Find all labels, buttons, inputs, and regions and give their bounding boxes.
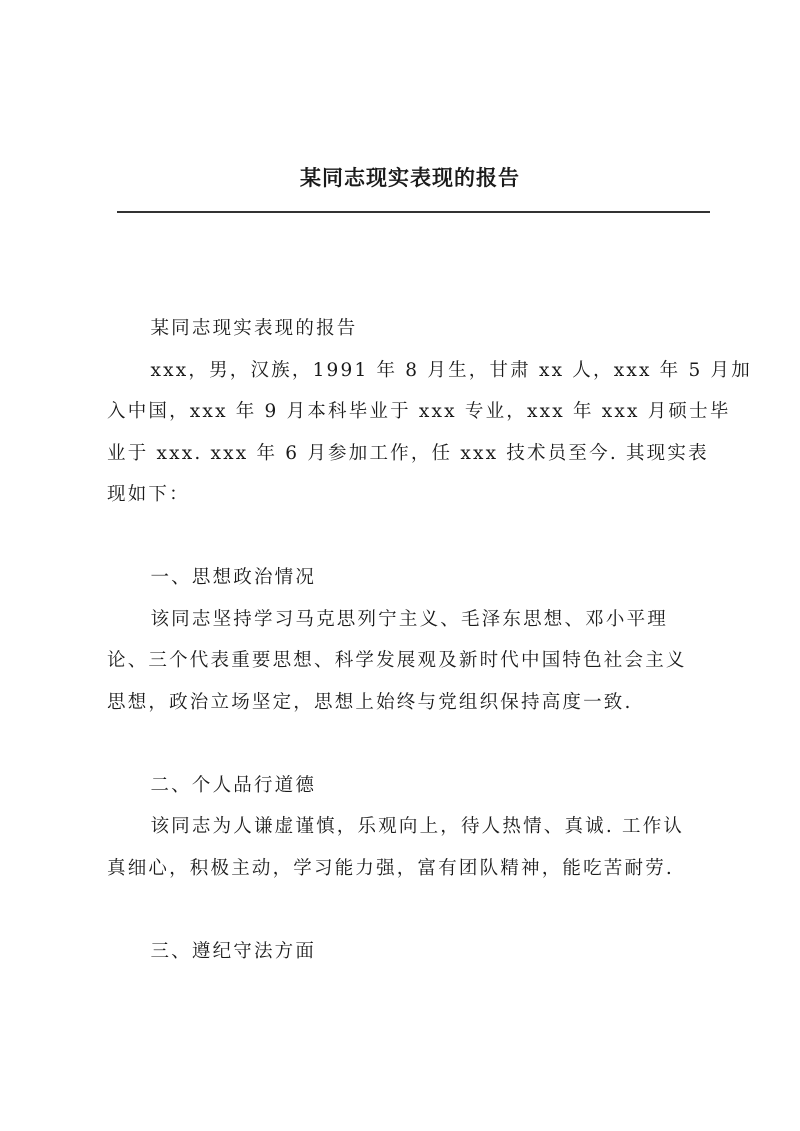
document-title: 某同志现实表现的报告 [300, 165, 520, 190]
title-divider [117, 211, 710, 213]
intro-line-4: 现如下： [107, 484, 190, 505]
section1-heading-text: 一、思想政治情况 [150, 567, 317, 588]
intro-heading-text: 某同志现实表现的报告 [150, 318, 358, 339]
section2-heading-text: 二、个人品行道德 [150, 774, 317, 796]
blank-line [107, 723, 712, 765]
intro-heading [107, 308, 712, 350]
section3-heading-text: 三、遵纪守法方面 [150, 940, 317, 962]
section1-line-1: 该同志坚持学习马克思列宁主义、毛泽东思想、邓小平理 [150, 608, 668, 630]
intro-line-2: 入中国，xxx 年 9 月本科毕业于 xxx 专业，xxx 年 xxx 月硕士毕 [107, 401, 731, 422]
section1-heading [107, 557, 712, 599]
blank-line [107, 889, 712, 931]
section2-paragraph [107, 806, 712, 889]
intro-paragraph [107, 350, 752, 516]
section1-line-2: 论、三个代表重要思想、科学发展观及新时代中国特色社会主义 [107, 650, 687, 671]
intro-line-1: xxx，男，汉族，1991 年 8 月生，甘肃 xx 人，xxx 年 5 月加 [150, 359, 752, 381]
intro-line-3: 业于 xxx. xxx 年 6 月参加工作，任 xxx 技术员至今. 其现实表 [107, 442, 709, 464]
section3-heading [107, 931, 712, 973]
section2-line-1: 该同志为人谦虚谨慎，乐观向上，待人热情、真诚. 工作认 [150, 816, 685, 837]
section1-line-3: 思想，政治立场坚定，思想上始终与党组织保持高度一致. [107, 691, 633, 713]
blank-line [107, 516, 712, 558]
section1-paragraph [107, 599, 712, 724]
section2-heading [107, 765, 712, 807]
document-body [107, 308, 752, 972]
section2-line-2: 真细心，积极主动，学习能力强，富有团队精神，能吃苦耐劳. [107, 857, 674, 879]
